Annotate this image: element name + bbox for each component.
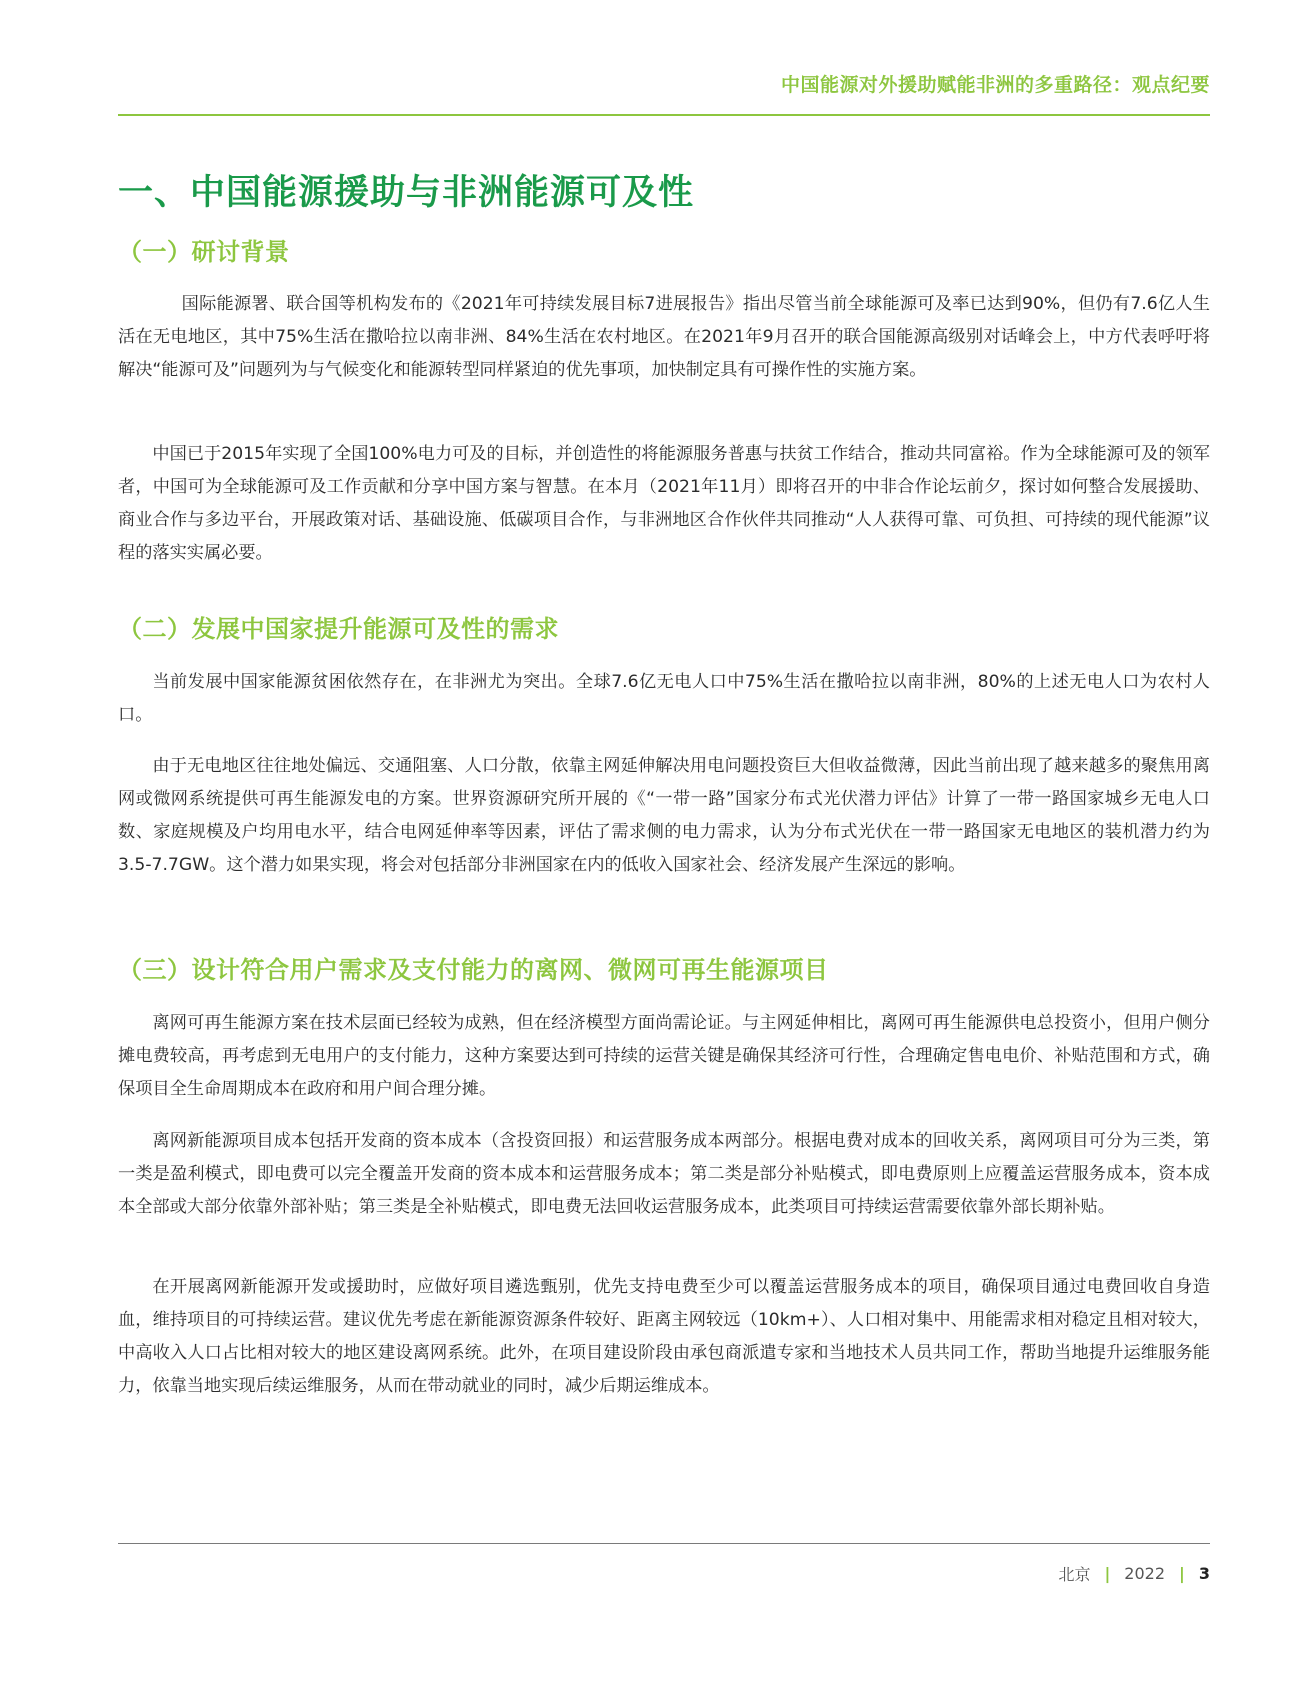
- footer: [1058, 1562, 1210, 1585]
- header-rule: [118, 114, 1210, 116]
- footer-city: 北京: [1058, 1565, 1091, 1584]
- section-heading-demand: （二）发展中国家提升能源可及性的需求: [118, 615, 559, 643]
- footer-separator: |: [1104, 1564, 1111, 1583]
- paragraph: 在开展离网新能源开发或援助时，应做好项目遴选甄别，优先支持电费至少可以覆盖运营服务成本的项目，确保项目通过电费回收自身造血，维持项目的可持续运营。建议优先考虑在新能源资源条件较好、距离主网较远（10km+）、人口相对集中、用能需求相对稳定且相对较大，中高收入人口占比相对较大的地区建设离网系统。此外，在项目建设阶段由承包商派遣专家和当地技术人员共同工作，帮助当地提升运维服务能力，依靠当地实现后续运维服务，从而在带动就业的同时，减少后期运维成本。: [118, 1277, 1210, 1396]
- page-number: 3: [1198, 1564, 1210, 1583]
- paragraph: 离网可再生能源方案在技术层面已经较为成熟，但在经济模型方面尚需论证。与主网延伸相比，离网可再生能源供电总投资小，但用户侧分摊电费较高，再考虑到无电用户的支付能力，这种方案要达到可持续的运营关键是确保其经济可行性，合理确定售电电价、补贴范围和方式，确保项目全生命周期成本在政府和用户间合理分摊。: [118, 1013, 1210, 1099]
- paragraph: 当前发展中国家能源贫困依然存在，在非洲尤为突出。全球7.6亿无电人口中75%生活在撒哈拉以南非洲，80%的上述无电人口为农村人口。: [118, 672, 1210, 725]
- footer-separator: |: [1179, 1564, 1185, 1583]
- footer-year: 2022: [1124, 1564, 1166, 1583]
- running-header: 中国能源对外援助赋能非洲的多重路径：观点纪要: [780, 74, 1210, 96]
- section-heading-background: （一）研讨背景: [118, 238, 290, 266]
- main-title: 一、中国能源援助与非洲能源可及性: [118, 173, 695, 213]
- paragraph: 国际能源署、联合国等机构发布的《2021年可持续发展目标7进展报告》指出尽管当前全球能源可及率已达到90%，但仍有7.6亿人生活在无电地区，其中75%生活在撒哈拉以南非洲、84%生活在农村地区。在2021年9月召开的联合国能源高级别对话峰会上，中方代表呼吁将解决“能源可及”问题列为与气候变化和能源转型同样紧迫的优先事项，加快制定具有可操作性的实施方案。: [118, 294, 1210, 380]
- section-heading-offgrid-design: （三）设计符合用户需求及支付能力的离网、微网可再生能源项目: [118, 956, 829, 984]
- paragraph: 中国已于2015年实现了全国100%电力可及的目标，并创造性的将能源服务普惠与扶贫工作结合，推动共同富裕。作为全球能源可及的领军者，中国可为全球能源可及工作贡献和分享中国方案与智慧。在本月（2021年11月）即将召开的中非合作论坛前夕，探讨如何整合发展援助、商业合作与多边平台，开展政策对话、基础设施、低碳项目合作，与非洲地区合作伙伴共同推动“人人获得可靠、可负担、可持续的现代能源”议程的落实实属必要。: [118, 444, 1210, 563]
- paragraph: 离网新能源项目成本包括开发商的资本成本（含投资回报）和运营服务成本两部分。根据电费对成本的回收关系，离网项目可分为三类，第一类是盈利模式，即电费可以完全覆盖开发商的资本成本和运营服务成本；第二类是部分补贴模式，即电费原则上应覆盖运营服务成本，资本成本全部或大部分依靠外部补贴；第三类是全补贴模式，即电费无法回收运营服务成本，此类项目可持续运营需要依靠外部长期补贴。: [118, 1131, 1210, 1217]
- footer-rule: [118, 1543, 1210, 1544]
- paragraph: 由于无电地区往往地处偏远、交通阻塞、人口分散，依靠主网延伸解决用电问题投资巨大但收益微薄，因此当前出现了越来越多的聚焦用离网或微网系统提供可再生能源发电的方案。世界资源研究所开展的《“一带一路”国家分布式光伏潜力评估》计算了一带一路国家城乡无电人口数、家庭规模及户均用电水平，结合电网延伸率等因素，评估了需求侧的电力需求，认为分布式光伏在一带一路国家无电地区的装机潜力约为3.5-7.7GW。这个潜力如果实现，将会对包括部分非洲国家在内的低收入国家社会、经济发展产生深远的影响。: [118, 756, 1210, 875]
